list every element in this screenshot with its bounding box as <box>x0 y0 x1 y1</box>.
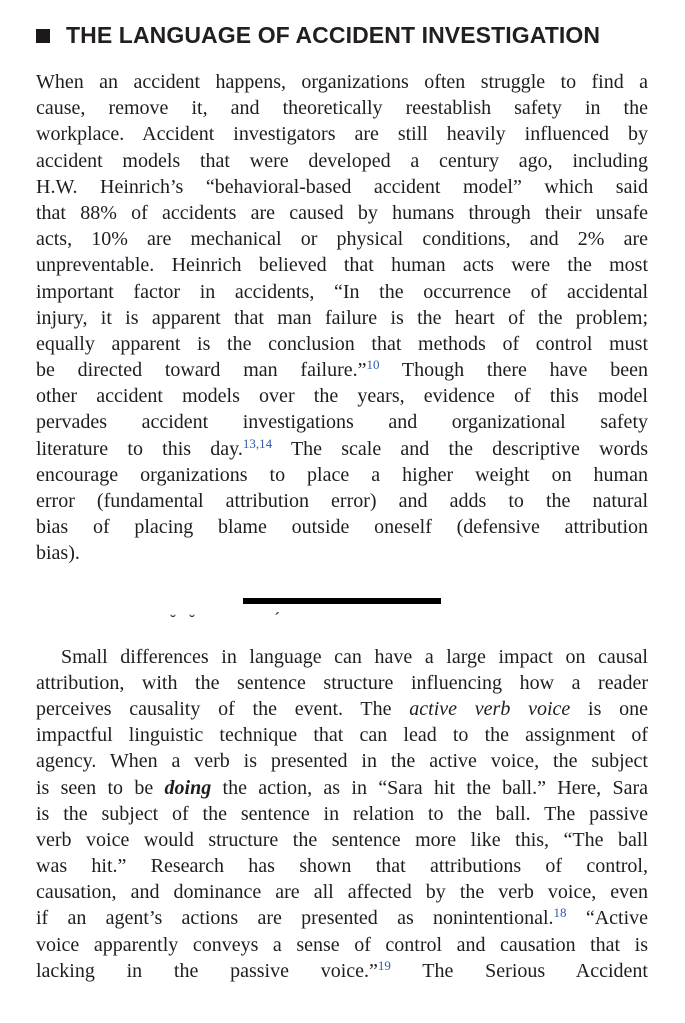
text-line <box>36 722 648 748</box>
text-line <box>36 670 648 696</box>
body-text: pervades accident investigations and organizational safety <box>36 411 648 434</box>
body-text: unpreventable. Heinrich believed that human acts were the most <box>36 254 648 277</box>
text-line <box>36 514 648 540</box>
body-text: bias of placing blame outside oneself (defensive attribution <box>36 516 648 539</box>
text-line <box>36 331 648 357</box>
body-text: impactful linguistic technique that can lead to the assignment of <box>36 724 648 747</box>
body-text: verb voice would structure the sentence more like this, “The ball <box>36 828 648 851</box>
body-text: lacking in the passive voice.” <box>36 959 378 982</box>
body-text: be directed toward man failure.” <box>36 359 367 382</box>
citation-ref[interactable]: 10 <box>366 357 380 373</box>
text-line <box>36 357 648 383</box>
text-line <box>36 958 648 984</box>
glyph-fragment: ˘ <box>170 610 176 631</box>
body-text: the action, as in “Sara hit the ball.” Here, Sara <box>211 776 648 799</box>
text-line <box>36 905 648 931</box>
section-title: THE LANGUAGE OF ACCIDENT INVESTIGATION <box>66 22 601 48</box>
text-line <box>36 879 648 905</box>
text-line <box>36 305 648 331</box>
text-line <box>36 462 648 488</box>
text-line <box>36 827 648 853</box>
body-text: cause, remove it, and theoretically reestablish safety in the <box>36 97 648 120</box>
text-line <box>36 148 648 174</box>
paragraph-accident-investigation <box>36 69 648 567</box>
emphasis-text: doing <box>164 776 212 799</box>
text-line <box>36 436 648 462</box>
body-text: important factor in accidents, “In the occurrence of accidental <box>36 280 648 303</box>
text-line <box>36 226 648 252</box>
text-line <box>36 200 648 226</box>
body-text: is seen to be <box>36 776 165 799</box>
citation-ref[interactable]: 18 <box>553 905 567 921</box>
body-text: attribution, with the sentence structure influencing how a reader <box>36 671 648 694</box>
body-text: was hit.” Research has shown that attributions of control, <box>36 855 648 878</box>
body-text: accident models that were developed a century ago, including <box>36 149 648 172</box>
body-text: The Serious Accident <box>390 959 648 982</box>
text-line <box>36 540 648 566</box>
body-text: is the subject of the sentence in relation to the ball. The passive <box>36 802 648 825</box>
text-line <box>36 95 648 121</box>
body-text: bias). <box>36 542 80 565</box>
body-text: “Active <box>566 907 648 930</box>
body-text: Small differences in language can have a large impact on causal <box>61 645 648 668</box>
text-line <box>36 644 648 670</box>
body-text: literature to this day. <box>36 437 243 460</box>
body-text: encourage organizations to place a higher weight on human <box>36 463 648 486</box>
body-text: other accident models over the years, evidence of this model <box>36 385 648 408</box>
text-line <box>36 488 648 514</box>
body-text: injury, it is apparent that man failure is the heart of the problem; <box>36 306 648 329</box>
citation-ref[interactable]: 19 <box>377 957 391 973</box>
text-line <box>36 932 648 958</box>
paragraph-language-differences <box>36 644 648 984</box>
body-text: is one <box>570 697 648 720</box>
body-text: The scale and the descriptive words <box>272 437 648 460</box>
text-line <box>36 69 648 95</box>
text-line <box>36 853 648 879</box>
text-line <box>36 748 648 774</box>
body-text: error (fundamental attribution error) and adds to the natural <box>36 490 648 512</box>
emphasis-text: active verb voice <box>409 697 571 720</box>
body-text: perceives causality of the event. The <box>36 697 410 720</box>
body-text: H.W. Heinrich’s “behavioral-based accident model” which said <box>36 175 648 198</box>
text-line <box>36 279 648 305</box>
text-line <box>36 383 648 409</box>
body-text: equally apparent is the conclusion that methods of control must <box>36 332 648 355</box>
text-line <box>36 775 648 801</box>
body-text: Though there have been <box>379 359 648 382</box>
body-text: voice apparently conveys a sense of control and causation that is <box>36 933 648 956</box>
body-text: that 88% of accidents are caused by humans through their unsafe <box>36 201 648 224</box>
citation-ref[interactable]: 13,14 <box>242 435 273 451</box>
body-text: acts, 10% are mechanical or physical conditions, and 2% are <box>36 228 648 251</box>
clipped-line-artifact <box>36 604 648 644</box>
text-line <box>36 121 648 147</box>
body-text: workplace. Accident investigators are still heavily influenced by <box>36 123 648 146</box>
text-line <box>36 174 648 200</box>
body-text: When an accident happens, organizations often struggle to find a <box>36 71 648 93</box>
glyph-fragment: ˘ <box>189 610 195 631</box>
section-heading <box>36 22 648 49</box>
text-line <box>36 696 648 722</box>
text-line <box>36 801 648 827</box>
body-text: causation, and dominance are all affected by the verb voice, even <box>36 881 648 904</box>
square-bullet-icon <box>36 29 50 43</box>
text-line <box>36 409 648 435</box>
text-line <box>36 252 648 278</box>
glyph-fragment: ˊ <box>274 608 280 629</box>
body-text: agency. When a verb is presented in the active voice, the subject <box>36 750 648 773</box>
body-text: if an agent’s actions are presented as nonintentional. <box>36 907 554 930</box>
